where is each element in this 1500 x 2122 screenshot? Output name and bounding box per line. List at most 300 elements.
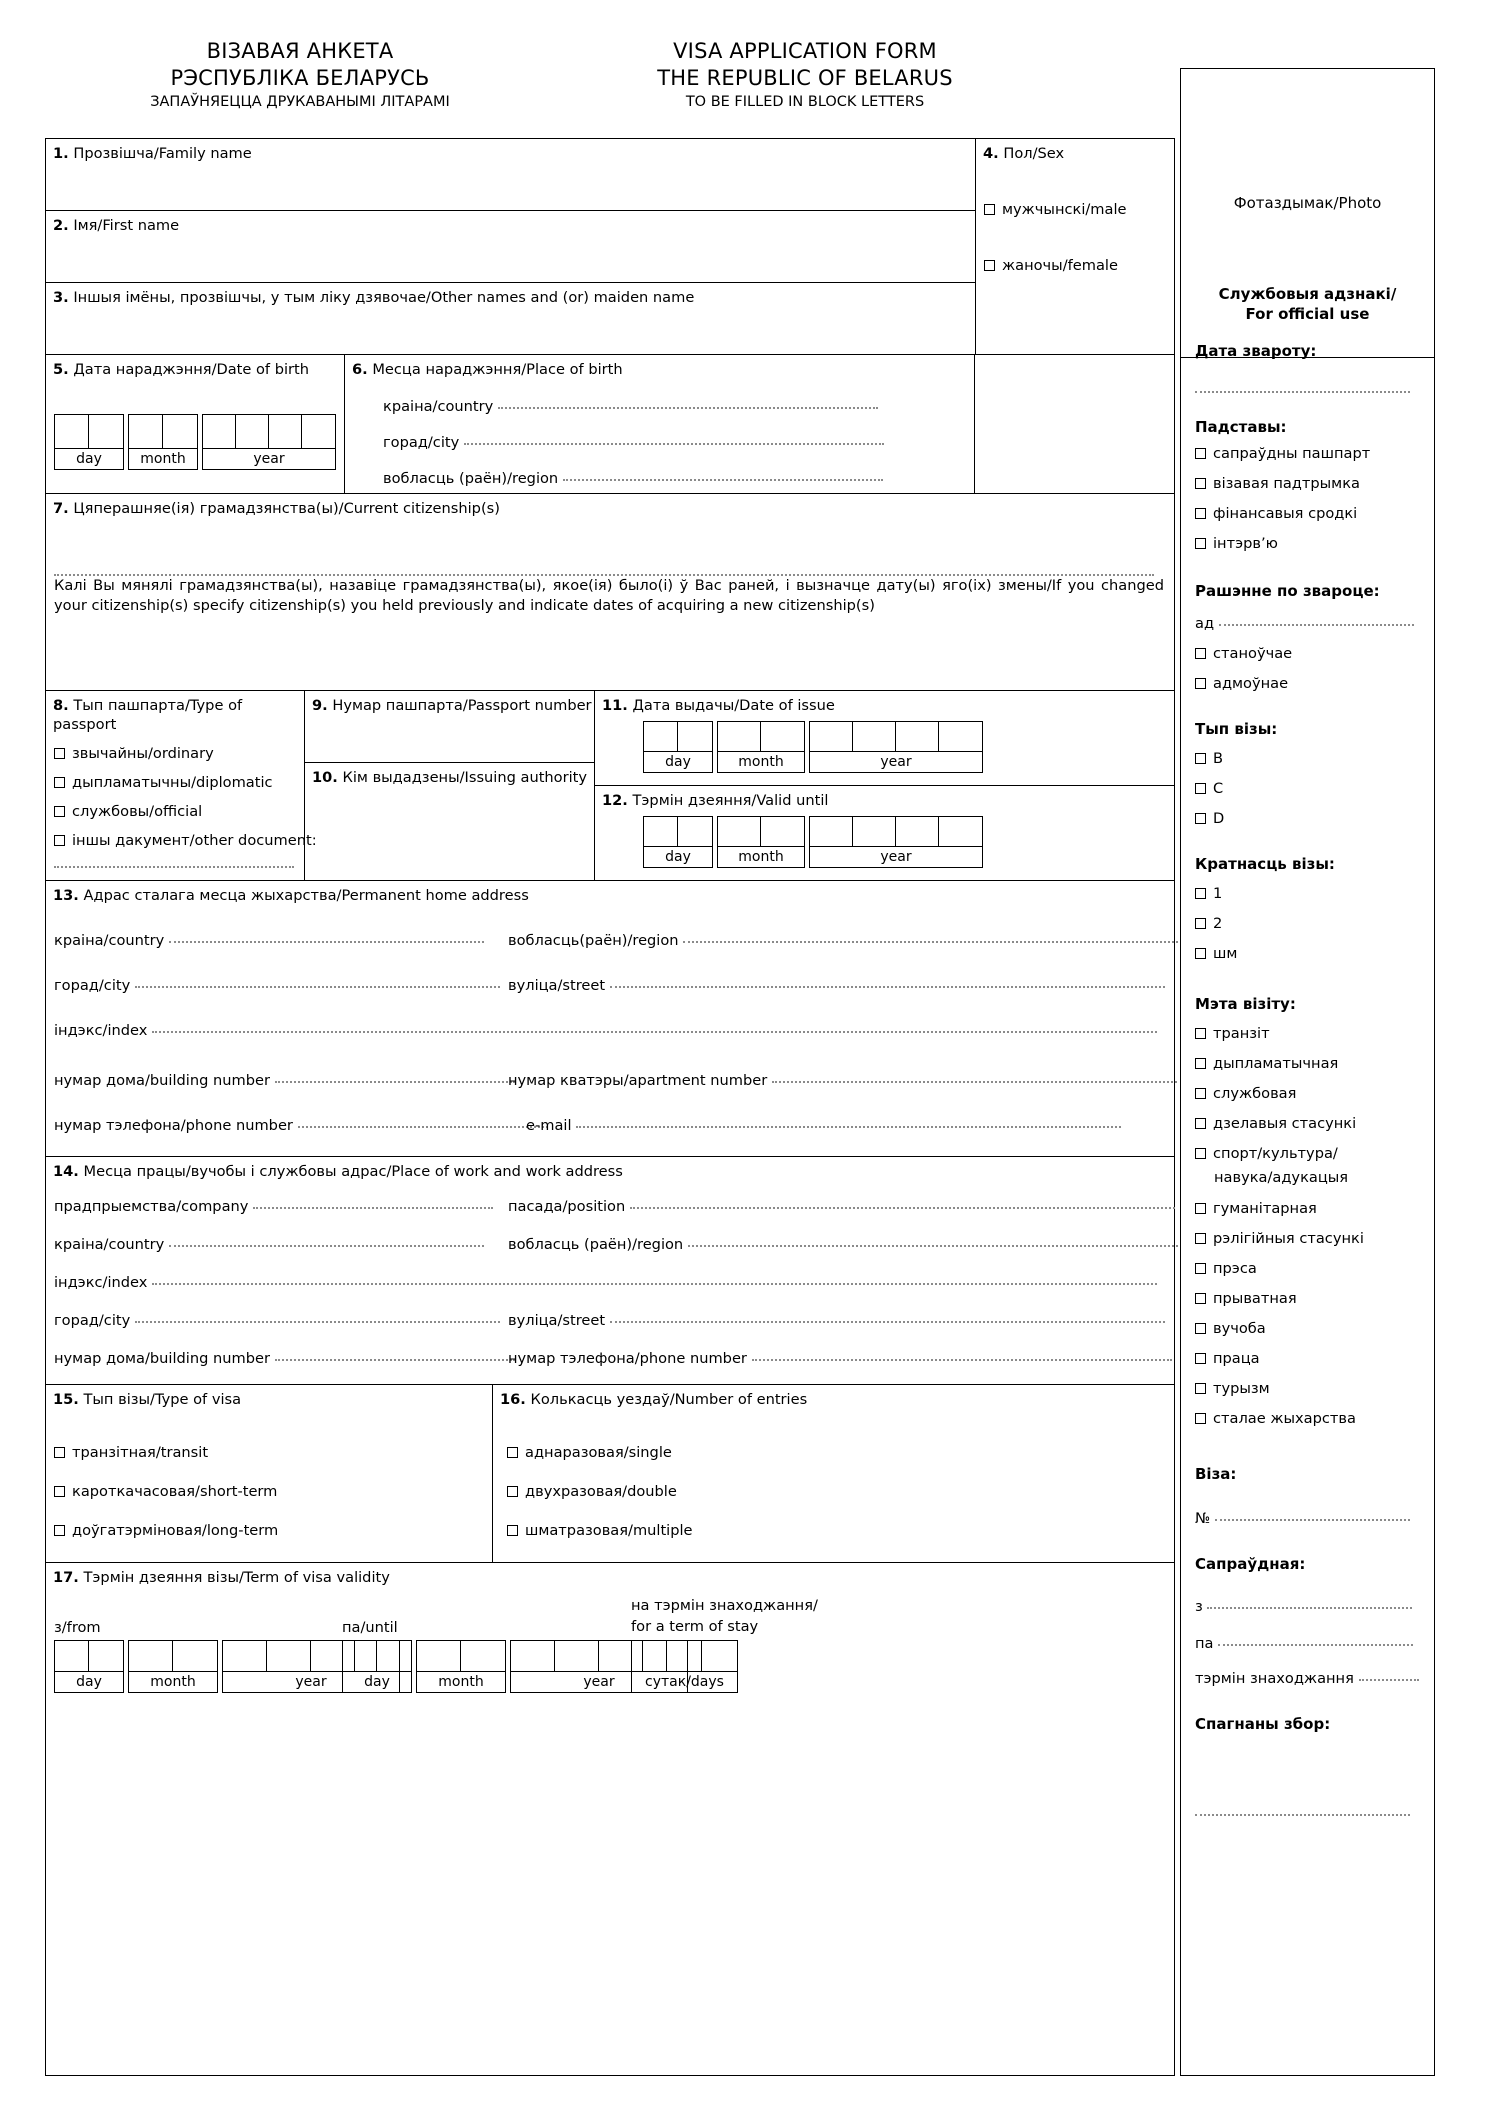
valid-month-group[interactable] xyxy=(717,816,805,868)
checkbox-icon[interactable] xyxy=(984,260,995,271)
caption-month: month xyxy=(129,448,197,469)
field-6-number: 6. xyxy=(352,361,368,378)
term-from-month-cell[interactable] xyxy=(173,1641,217,1671)
dob-day-cell[interactable] xyxy=(55,415,89,448)
field-13-number: 13. xyxy=(53,887,79,904)
checkbox-icon[interactable] xyxy=(1195,1203,1206,1214)
visa-title: Віза: xyxy=(1195,1465,1237,1483)
passport-diplomatic-label: дыпламатычны/diplomatic xyxy=(72,774,273,791)
home-region-row[interactable] xyxy=(508,931,1178,950)
visa-type-label: C xyxy=(1213,780,1224,797)
visa-number-label: № xyxy=(1195,1510,1211,1527)
work-position-label: пасада/position xyxy=(508,1198,626,1215)
caption-year: year xyxy=(223,1671,399,1692)
purpose-private-option[interactable] xyxy=(1195,1289,1297,1309)
checkbox-icon[interactable] xyxy=(1195,678,1206,689)
valid-month-cell[interactable] xyxy=(718,817,761,846)
work-region-label: вобласць (раён)/region xyxy=(508,1236,684,1253)
field-8-passport-type xyxy=(46,691,317,881)
home-index-line[interactable] xyxy=(152,1031,1157,1033)
visa-type-b-option[interactable] xyxy=(1195,749,1223,769)
work-city-line[interactable] xyxy=(135,1321,500,1323)
sex-female-option[interactable] xyxy=(984,251,1118,280)
field-4-number: 4. xyxy=(983,145,999,162)
field-1-family-name[interactable] xyxy=(46,139,975,211)
issue-year-cell[interactable] xyxy=(896,722,939,751)
dob-year-cell[interactable] xyxy=(269,415,302,448)
checkbox-icon[interactable] xyxy=(1195,1118,1206,1129)
field-11-date-of-issue xyxy=(595,691,1174,786)
pob-city-line[interactable] xyxy=(464,443,884,445)
grounds-item-funds[interactable] xyxy=(1195,504,1357,524)
field-3-label: Іншыя імёны, прозвішчы, у тым ліку дзявочае/Other names and (or) maiden name xyxy=(73,289,695,306)
form-body xyxy=(45,138,1175,2076)
grounds-item-visa-support[interactable] xyxy=(1195,474,1360,494)
work-country-row[interactable] xyxy=(54,1235,484,1254)
passport-other-line[interactable] xyxy=(54,866,294,868)
checkbox-icon[interactable] xyxy=(507,1486,518,1497)
decision-negative-option[interactable] xyxy=(1195,674,1288,694)
home-email-row[interactable] xyxy=(526,1116,1121,1135)
field-9-passport-number[interactable] xyxy=(305,691,595,763)
home-building-row[interactable] xyxy=(54,1071,515,1090)
home-apartment-label: нумар кватэры/apartment number xyxy=(508,1072,768,1089)
work-phone-label: нумар тэлефона/phone number xyxy=(508,1350,747,1367)
field-13-label: Адрас сталага месца жыхарства/Permanent home address xyxy=(83,887,529,904)
multiplicity-1-option[interactable] xyxy=(1195,884,1222,904)
purpose-residence-option[interactable] xyxy=(1195,1409,1356,1429)
form-header xyxy=(45,38,1175,138)
valid-from-line[interactable] xyxy=(1207,1607,1412,1609)
term-of-stay-row[interactable] xyxy=(1195,1669,1419,1689)
term-from-year-cell[interactable] xyxy=(223,1641,267,1671)
pob-country-line[interactable] xyxy=(498,407,878,409)
valid-year-cell[interactable] xyxy=(939,817,982,846)
pob-city-row[interactable] xyxy=(383,433,884,452)
issue-day-cell[interactable] xyxy=(678,722,712,751)
grounds-item-interview[interactable] xyxy=(1195,534,1278,554)
dob-day-cell[interactable] xyxy=(89,415,123,448)
field-1-number: 1. xyxy=(53,145,69,162)
grounds-label: візавая падтрымка xyxy=(1213,475,1360,492)
multiplicity-multi-option[interactable] xyxy=(1195,944,1237,964)
sex-female-label: жаночы/female xyxy=(1002,257,1118,274)
multiplicity-label: 1 xyxy=(1213,885,1223,902)
term-until-month-group[interactable] xyxy=(416,1640,506,1693)
purpose-label: сталае жыхарства xyxy=(1213,1410,1356,1427)
checkbox-icon[interactable] xyxy=(1195,1088,1206,1099)
header-belarusian xyxy=(65,38,535,112)
passport-official-option[interactable] xyxy=(54,797,317,826)
term-of-stay-boxes[interactable] xyxy=(631,1640,742,1693)
visa-long-term-option[interactable] xyxy=(54,1511,278,1550)
passport-other-option[interactable] xyxy=(54,826,317,855)
work-region-row[interactable] xyxy=(508,1235,1178,1254)
purpose-science-education-label: навука/адукацыя xyxy=(1214,1169,1349,1186)
purpose-transit-option[interactable] xyxy=(1195,1024,1270,1044)
field-16-label: Колькасць уездаў/Number of entries xyxy=(530,1391,808,1408)
checkbox-icon[interactable] xyxy=(1195,1263,1206,1274)
field-13-home-address xyxy=(46,881,1174,1157)
passport-other-label: іншы дакумент/other document: xyxy=(72,832,317,849)
header-english xyxy=(585,38,1025,112)
home-phone-row[interactable] xyxy=(54,1116,548,1135)
work-index-line[interactable] xyxy=(152,1283,1157,1285)
purpose-label: прыватная xyxy=(1213,1290,1297,1307)
purpose-label: турызм xyxy=(1213,1380,1270,1397)
valid-from-label: з xyxy=(1195,1598,1203,1615)
purpose-press-option[interactable] xyxy=(1195,1259,1257,1279)
term-from-day-group[interactable] xyxy=(54,1640,124,1693)
official-use-sidebar xyxy=(1180,68,1435,2076)
entries-double-option[interactable] xyxy=(507,1472,693,1511)
valid-month-cell[interactable] xyxy=(761,817,804,846)
issue-day-cell[interactable] xyxy=(644,722,678,751)
dob-month-cell[interactable] xyxy=(163,415,197,448)
field-8-label: Тып пашпарта/Type of passport xyxy=(53,697,243,733)
dob-month-cell[interactable] xyxy=(129,415,163,448)
passport-diplomatic-option[interactable] xyxy=(54,768,317,797)
stay-days-group[interactable] xyxy=(631,1640,738,1693)
visa-type-c-option[interactable] xyxy=(1195,779,1223,799)
term-from-day-cell[interactable] xyxy=(55,1641,89,1671)
passport-ordinary-label: звычайны/ordinary xyxy=(72,745,214,762)
term-of-stay-label xyxy=(631,1595,818,1637)
decision-from-row[interactable] xyxy=(1195,614,1414,634)
issue-year-cell[interactable] xyxy=(810,722,853,751)
work-company-row[interactable] xyxy=(54,1197,493,1216)
valid-until-row[interactable] xyxy=(1195,1634,1413,1654)
valid-title: Сапраўдная: xyxy=(1195,1555,1306,1573)
checkbox-icon[interactable] xyxy=(54,1486,65,1497)
home-city-row[interactable] xyxy=(54,976,500,995)
checkbox-icon[interactable] xyxy=(1195,1058,1206,1069)
purpose-label: прэса xyxy=(1213,1260,1257,1277)
term-of-stay-line[interactable] xyxy=(1359,1679,1419,1681)
checkbox-icon[interactable] xyxy=(1195,448,1206,459)
valid-until-date-boxes[interactable] xyxy=(643,816,987,868)
caption-day: day xyxy=(644,846,712,867)
home-apartment-line[interactable] xyxy=(772,1081,1177,1083)
home-region-line[interactable] xyxy=(683,941,1178,943)
work-index-row[interactable] xyxy=(54,1273,1157,1292)
field-8-number: 8. xyxy=(53,697,69,714)
dob-year-cell[interactable] xyxy=(302,415,335,448)
checkbox-icon[interactable] xyxy=(1195,1148,1206,1159)
checkbox-icon[interactable] xyxy=(1195,1383,1206,1394)
valid-day-group[interactable] xyxy=(643,816,713,868)
checkbox-icon[interactable] xyxy=(1195,888,1206,899)
checkbox-icon[interactable] xyxy=(54,1525,65,1536)
home-street-line[interactable] xyxy=(610,986,1165,988)
term-from-year-cell[interactable] xyxy=(267,1641,311,1671)
work-company-line[interactable] xyxy=(253,1207,493,1209)
decision-title: Рашэнне по звароце: xyxy=(1195,582,1380,600)
dob-year-cell[interactable] xyxy=(236,415,269,448)
home-country-line[interactable] xyxy=(169,941,484,943)
checkbox-icon[interactable] xyxy=(1195,1413,1206,1424)
field-1-label: Прозвішча/Family name xyxy=(73,145,252,162)
field-12-valid-until xyxy=(595,786,1174,881)
checkbox-icon[interactable] xyxy=(1195,1323,1206,1334)
sex-male-option[interactable] xyxy=(984,195,1126,224)
home-building-line[interactable] xyxy=(275,1081,515,1083)
home-index-row[interactable] xyxy=(54,1021,1157,1040)
term-until-day-cell[interactable] xyxy=(377,1641,411,1671)
work-city-row[interactable] xyxy=(54,1311,500,1330)
decision-label: станоўчае xyxy=(1213,645,1293,662)
checkbox-icon[interactable] xyxy=(507,1447,518,1458)
decision-positive-option[interactable] xyxy=(1195,644,1292,664)
field-17-label: Тэрмін дзеяння візы/Term of visa validity xyxy=(83,1569,390,1586)
visa-type-label: B xyxy=(1213,750,1224,767)
sex-male-label: мужчынскі/male xyxy=(1002,201,1127,218)
home-region-label: вобласць(раён)/region xyxy=(508,932,679,949)
term-until-day-cell[interactable] xyxy=(343,1641,377,1671)
purpose-business-option[interactable] xyxy=(1195,1114,1356,1134)
work-street-row[interactable] xyxy=(508,1311,1165,1330)
checkbox-icon[interactable] xyxy=(1195,813,1206,824)
home-email-label: e-mail xyxy=(526,1117,572,1134)
issue-year-cell[interactable] xyxy=(939,722,982,751)
pob-city-label: горад/city xyxy=(383,434,460,451)
home-email-line[interactable] xyxy=(576,1126,1121,1128)
term-until-day-group[interactable] xyxy=(342,1640,412,1693)
caption-month: month xyxy=(718,846,804,867)
checkbox-icon[interactable] xyxy=(54,1447,65,1458)
valid-day-cell[interactable] xyxy=(678,817,712,846)
term-from-month-cell[interactable] xyxy=(129,1641,173,1671)
issue-year-group[interactable] xyxy=(809,721,983,773)
checkbox-icon[interactable] xyxy=(54,806,65,817)
stay-day-cell[interactable] xyxy=(667,1641,702,1671)
issue-date-boxes[interactable] xyxy=(643,721,987,773)
visa-type-d-option[interactable] xyxy=(1195,809,1224,829)
work-street-line[interactable] xyxy=(610,1321,1165,1323)
field-3-number: 3. xyxy=(53,289,69,306)
caption-day: day xyxy=(343,1671,411,1692)
checkbox-icon[interactable] xyxy=(984,204,995,215)
checkbox-icon[interactable] xyxy=(54,835,65,846)
decision-from-line[interactable] xyxy=(1219,624,1414,626)
field-5-date-of-birth xyxy=(46,355,345,494)
term-until-year-cell[interactable] xyxy=(555,1641,599,1671)
term-until-month-cell[interactable] xyxy=(461,1641,505,1671)
valid-year-cell[interactable] xyxy=(810,817,853,846)
work-position-line[interactable] xyxy=(630,1207,1175,1209)
multiplicity-2-option[interactable] xyxy=(1195,914,1222,934)
home-phone-label: нумар тэлефона/phone number xyxy=(54,1117,293,1134)
pob-region-row[interactable] xyxy=(383,469,883,488)
home-street-row[interactable] xyxy=(508,976,1165,995)
work-position-row[interactable] xyxy=(508,1197,1175,1216)
purpose-label: спорт/культура/ xyxy=(1213,1145,1338,1162)
date-of-request-title: Дата звароту: xyxy=(1195,342,1317,360)
purpose-label: транзіт xyxy=(1213,1025,1270,1042)
caption-day: day xyxy=(644,751,712,772)
checkbox-icon[interactable] xyxy=(1195,648,1206,659)
checkbox-icon[interactable] xyxy=(1195,1353,1206,1364)
stay-day-cell[interactable] xyxy=(632,1641,667,1671)
term-until-month-cell[interactable] xyxy=(417,1641,461,1671)
term-of-stay-line2: for a term of stay xyxy=(631,1618,759,1635)
checkbox-icon[interactable] xyxy=(1195,508,1206,519)
purpose-label: дыпламатычная xyxy=(1213,1055,1339,1072)
home-city-line[interactable] xyxy=(135,986,500,988)
field-2-first-name[interactable] xyxy=(46,211,975,283)
title-be-line1: ВІЗАВАЯ АНКЕТА xyxy=(206,39,394,63)
checkbox-icon[interactable] xyxy=(1195,918,1206,929)
decision-label: адмоўнае xyxy=(1213,675,1289,692)
term-until-year-cell[interactable] xyxy=(511,1641,555,1671)
term-from-day-cell[interactable] xyxy=(89,1641,123,1671)
dob-year-cell[interactable] xyxy=(203,415,236,448)
issue-month-group[interactable] xyxy=(717,721,805,773)
purpose-study-option[interactable] xyxy=(1195,1319,1266,1339)
checkbox-icon[interactable] xyxy=(54,777,65,788)
checkbox-icon[interactable] xyxy=(1195,753,1206,764)
checkbox-icon[interactable] xyxy=(507,1525,518,1536)
pob-country-row[interactable] xyxy=(383,397,878,416)
field-6-label: Месца нараджэння/Place of birth xyxy=(372,361,623,378)
checkbox-icon[interactable] xyxy=(54,748,65,759)
term-of-stay-line1: на тэрмін знаходжання/ xyxy=(631,1597,818,1614)
checkbox-icon[interactable] xyxy=(1195,783,1206,794)
term-until-label: па/until xyxy=(342,1619,398,1636)
passport-official-label: службовы/official xyxy=(72,803,203,820)
work-phone-row[interactable] xyxy=(508,1349,1172,1368)
field-15-number: 15. xyxy=(53,1391,79,1408)
caption-month: month xyxy=(129,1671,217,1692)
field-10-number: 10. xyxy=(312,769,338,786)
field-5-label: Дата нараджэння/Date of birth xyxy=(73,361,310,378)
caption-month: month xyxy=(417,1671,505,1692)
entries-multiple-option[interactable] xyxy=(507,1511,693,1550)
term-from-month-group[interactable] xyxy=(128,1640,218,1693)
purpose-official-option[interactable] xyxy=(1195,1084,1296,1104)
fee-title: Спагнаны збор: xyxy=(1195,1715,1331,1733)
entries-single-option[interactable] xyxy=(507,1433,693,1472)
work-building-line[interactable] xyxy=(275,1359,515,1361)
visa-number-line[interactable] xyxy=(1215,1519,1410,1521)
field-17-term-of-validity xyxy=(46,1563,1174,1733)
purpose-sport-culture-option[interactable] xyxy=(1195,1144,1338,1164)
valid-from-row[interactable] xyxy=(1195,1597,1412,1617)
dob-date-boxes[interactable] xyxy=(54,414,340,470)
valid-year-cell[interactable] xyxy=(853,817,896,846)
title-en-line2: THE REPUBLIC OF BELARUS xyxy=(657,66,953,90)
checkbox-icon[interactable] xyxy=(1195,538,1206,549)
visa-long-term-label: доўгатэрміновая/long-term xyxy=(72,1522,279,1539)
field-17-number: 17. xyxy=(53,1569,79,1586)
dob-month-group[interactable] xyxy=(128,414,198,470)
issue-day-group[interactable] xyxy=(643,721,713,773)
field-14-number: 14. xyxy=(53,1163,79,1180)
pob-region-line[interactable] xyxy=(563,479,883,481)
valid-year-group[interactable] xyxy=(809,816,983,868)
purpose-work-option[interactable] xyxy=(1195,1349,1260,1369)
grounds-item-passport[interactable] xyxy=(1195,444,1370,464)
work-country-line[interactable] xyxy=(169,1245,484,1247)
caption-year: year xyxy=(810,751,982,772)
purpose-tourism-option[interactable] xyxy=(1195,1379,1270,1399)
caption-month: month xyxy=(718,751,804,772)
work-building-row[interactable] xyxy=(54,1349,515,1368)
field-3-other-names[interactable] xyxy=(46,283,975,355)
field-4-sex xyxy=(975,139,1174,355)
passport-ordinary-option[interactable] xyxy=(54,739,317,768)
field-12-number: 12. xyxy=(602,792,628,809)
valid-until-line[interactable] xyxy=(1218,1644,1413,1646)
fee-line[interactable] xyxy=(1195,1814,1410,1816)
dob-day-group[interactable] xyxy=(54,414,124,470)
purpose-religious-option[interactable] xyxy=(1195,1229,1364,1249)
visa-number-row[interactable] xyxy=(1195,1509,1410,1529)
entries-multiple-label: шматразовая/multiple xyxy=(525,1522,693,1539)
field-2-number: 2. xyxy=(53,217,69,234)
purpose-label: праца xyxy=(1213,1350,1260,1367)
valid-day-cell[interactable] xyxy=(644,817,678,846)
issue-month-cell[interactable] xyxy=(761,722,804,751)
official-use-title xyxy=(1181,284,1434,324)
work-region-line[interactable] xyxy=(688,1245,1178,1247)
field-6-place-of-birth xyxy=(345,355,975,494)
home-country-row[interactable] xyxy=(54,931,484,950)
purpose-humanitarian-option[interactable] xyxy=(1195,1199,1317,1219)
checkbox-icon[interactable] xyxy=(1195,1293,1206,1304)
home-city-label: горад/city xyxy=(54,977,131,994)
purpose-label: дзелавыя стасункі xyxy=(1213,1115,1357,1132)
field-15-visa-type xyxy=(46,1385,493,1563)
dob-year-group[interactable] xyxy=(202,414,336,470)
purpose-title: Мэта візіту: xyxy=(1195,995,1296,1013)
issue-year-cell[interactable] xyxy=(853,722,896,751)
visa-transit-option[interactable] xyxy=(54,1433,278,1472)
visa-short-term-option[interactable] xyxy=(54,1472,278,1511)
checkbox-icon[interactable] xyxy=(1195,948,1206,959)
official-use-title-en: For official use xyxy=(1245,305,1370,323)
checkbox-icon[interactable] xyxy=(1195,478,1206,489)
visa-type-title: Тып візы: xyxy=(1195,720,1278,738)
visa-type-label: D xyxy=(1213,810,1225,827)
checkbox-icon[interactable] xyxy=(1195,1028,1206,1039)
photo-column-spacer xyxy=(975,355,1174,494)
decision-from-label: ад xyxy=(1195,615,1215,632)
term-from-label: з/from xyxy=(54,1619,101,1636)
checkbox-icon[interactable] xyxy=(1195,1233,1206,1244)
caption-days: сутак/days xyxy=(632,1671,737,1692)
work-phone-line[interactable] xyxy=(752,1359,1172,1361)
title-en-line1: VISA APPLICATION FORM xyxy=(673,39,937,63)
home-apartment-row[interactable] xyxy=(508,1071,1177,1090)
purpose-diplomatic-option[interactable] xyxy=(1195,1054,1338,1074)
field-11-number: 11. xyxy=(602,697,628,714)
purpose-label: рэлігійныя стасункі xyxy=(1213,1230,1364,1247)
photo-label: Фотаздымак/Photo xyxy=(1233,194,1382,212)
entries-double-label: двухразовая/double xyxy=(525,1483,677,1500)
multiplicity-label: 2 xyxy=(1213,915,1223,932)
field-10-issuing-authority[interactable] xyxy=(305,763,595,881)
date-of-request-line[interactable] xyxy=(1195,391,1410,393)
work-company-label: прадпрыемства/company xyxy=(54,1198,249,1215)
valid-year-cell[interactable] xyxy=(896,817,939,846)
visa-short-term-label: кароткачасовая/short-term xyxy=(72,1483,278,1500)
home-phone-line[interactable] xyxy=(298,1126,548,1128)
stay-day-cell[interactable] xyxy=(702,1641,737,1671)
issue-month-cell[interactable] xyxy=(718,722,761,751)
term-of-stay-sidebar-label: тэрмін знаходжання xyxy=(1195,1670,1354,1687)
caption-year: year xyxy=(810,846,982,867)
